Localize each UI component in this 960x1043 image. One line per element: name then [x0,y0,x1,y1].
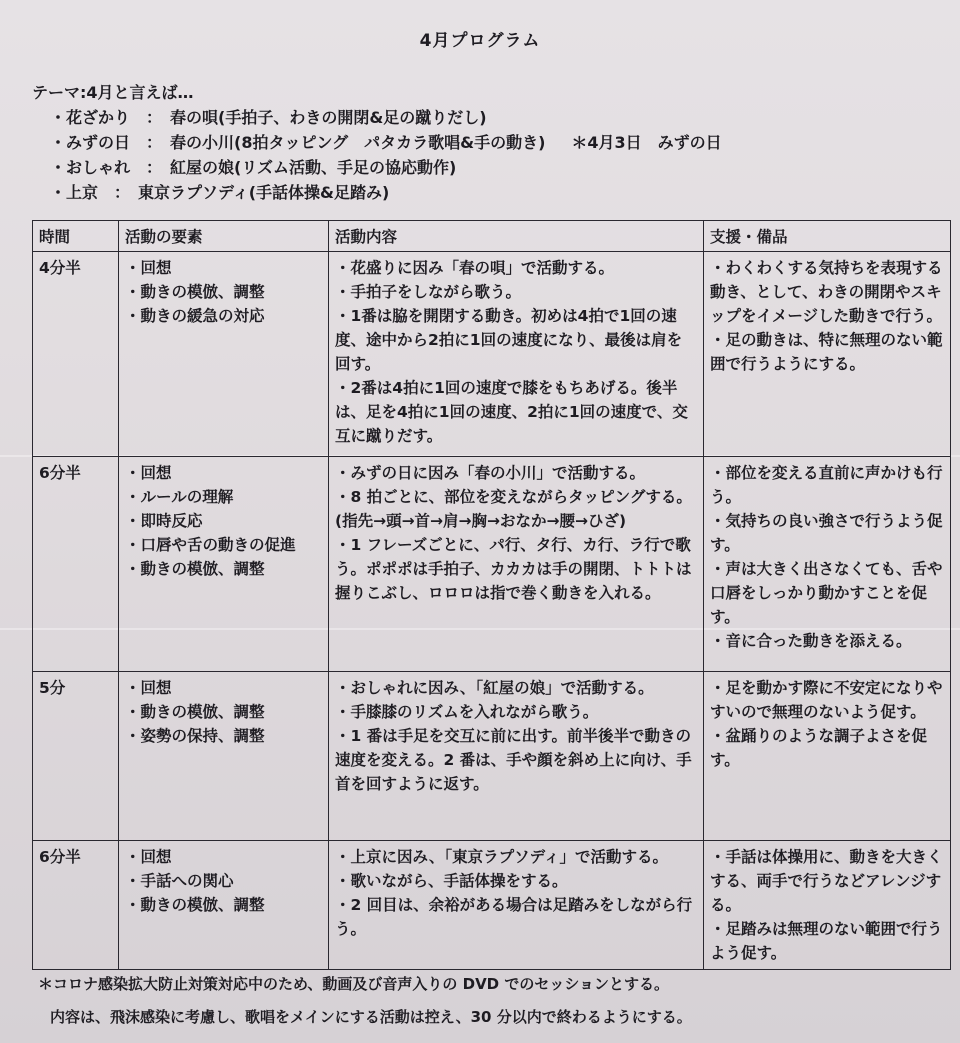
content-item: ・1番は脇を開閉する動き。初めは4拍で1回の速度、途中から2拍に1回の速度になり、最後は肩を回す。 [335,307,683,373]
content-item: ・手拍子をしながら歌う。 [335,283,522,301]
theme-item: ・おしゃれ ： 紅屋の娘(リズム活動、手足の協応動作) [50,158,457,177]
support-item: ・足踏みは無理のない範囲で行うよう促す。 [710,920,943,962]
theme-heading: テーマ:4月と言えば… [32,83,194,102]
element-item: ・動きの模倣、調整 [125,560,265,578]
content-item: ・おしゃれに因み、「紅屋の娘」で活動する。 [335,679,654,697]
content-item: ・手膝膝のリズムを入れながら歌う。 [335,703,599,721]
time-cell: 4分半 [33,252,119,457]
element-item: ・即時反応 [125,512,203,530]
content-cell [329,252,704,457]
content-cell [329,841,704,970]
support-item: ・足を動かす際に不安定になりやすいので無理のないよう促す。 [710,679,943,721]
time-cell: 6分半 [33,841,119,970]
support-item: ・気持ちの良い強さで行うよう促す。 [710,512,943,554]
element-item: ・回想 [125,679,172,697]
content-item: ・歌いながら、手話体操をする。 [335,872,568,890]
content-item: ・上京に因み、「東京ラプソディ」で活動する。 [335,848,668,866]
element-item: ・動きの模倣、調整 [125,703,265,721]
elements-cell [119,841,329,970]
elements-cell [119,252,329,457]
header-support: 支援・備品 [704,221,951,252]
support-item: ・足の動きは、特に無理のない範囲で行うようにする。 [710,331,943,373]
elements-cell [119,457,329,672]
header-time: 時間 [33,221,119,252]
element-item: ・ルールの理解 [125,488,234,506]
support-cell [704,252,951,457]
footnote-line: 内容は、飛沫感染に考慮し、歌唱をメインにする活動は控え、30 分以内で終わるようにする。 [50,1008,692,1026]
support-item: ・音に合った動きを添える。 [710,632,912,650]
content-item: ・2番は4拍に1回の速度で膝をもちあげる。後半は、足を4拍に1回の速度、2拍に1回の速度で、交互に蹴りだす。 [335,379,688,445]
element-item: ・姿勢の保持、調整 [125,727,265,745]
element-item: ・回想 [125,464,172,482]
theme-item: ・花ざかり ： 春の唄(手拍子、わきの開閉&足の蹴りだし) [50,108,487,127]
content-item: ・みずの日に因み「春の小川」で活動する。 [335,464,646,482]
content-item: ・1 フレーズごとに、パ行、タ行、カ行、ラ行で歌う。ポポポは手拍子、カカカは手の開閉、トトトは握りこぶし、ロロロは指で巻く動きを入れる。 [335,536,692,602]
theme-item [32,130,722,155]
content-item: ・花盛りに因み「春の唄」で活動する。 [335,259,615,277]
table-row [33,457,951,672]
content-cell [329,672,704,841]
element-item: ・動きの模倣、調整 [125,283,265,301]
support-cell [704,672,951,841]
footnote-line: ＊コロナ感染拡大防止対策対応中のため、動画及び音声入りの DVD でのセッションとする。 [38,975,670,993]
table-row [33,672,951,841]
table-row [33,841,951,970]
element-item: ・回想 [125,259,172,277]
content-item: ・1 番は手足を交互に前に出す。前半後半で動きの速度を変える。2 番は、手や顔を斜め上に向け、手首を回すように返す。 [335,727,692,793]
elements-cell [119,672,329,841]
footnote [38,968,692,1034]
element-item: ・動きの模倣、調整 [125,896,265,914]
program-table [32,220,951,970]
theme-date-note: ＊4月3日 みずの日 [571,133,722,152]
time-cell: 6分半 [33,457,119,672]
time-cell: 5分 [33,672,119,841]
table-header-row [33,221,951,252]
theme-item-text: ・みずの日 ： 春の小川(8拍タッピング パタカラ歌唱&手の動き) [50,133,546,152]
element-item: ・手話への関心 [125,872,234,890]
support-item: ・手話は体操用に、動きを大きくする、両手で行うなどアレンジする。 [710,848,943,914]
table-row [33,252,951,457]
support-item: ・声は大きく出さなくても、舌や口唇をしっかり動かすことを促す。 [710,560,943,626]
element-item: ・回想 [125,848,172,866]
content-cell [329,457,704,672]
header-elements: 活動の要素 [119,221,329,252]
theme-item: ・上京 ： 東京ラプソディ(手話体操&足踏み) [50,183,390,202]
element-item: ・口唇や舌の動きの促進 [125,536,296,554]
support-item: ・盆踊りのような調子よさを促す。 [710,727,928,769]
support-cell [704,457,951,672]
support-item: ・部位を変える直前に声かけも行う。 [710,464,943,506]
content-item: ・8 拍ごとに、部位を変えながらタッピングする。(指先→頭→首→肩→胸→おなか→腰→ひざ) [335,488,692,530]
support-item: ・わくわくする気持ちを表現する動き、として、わきの開閉やスキップをイメージした動きで行う。 [710,259,943,325]
support-cell [704,841,951,970]
content-item: ・2 回目は、余裕がある場合は足踏みをしながら行う。 [335,896,693,938]
element-item: ・動きの緩急の対応 [125,307,265,325]
page-title: 4月プログラム [419,31,541,51]
theme-section [32,80,722,205]
header-content: 活動内容 [329,221,704,252]
